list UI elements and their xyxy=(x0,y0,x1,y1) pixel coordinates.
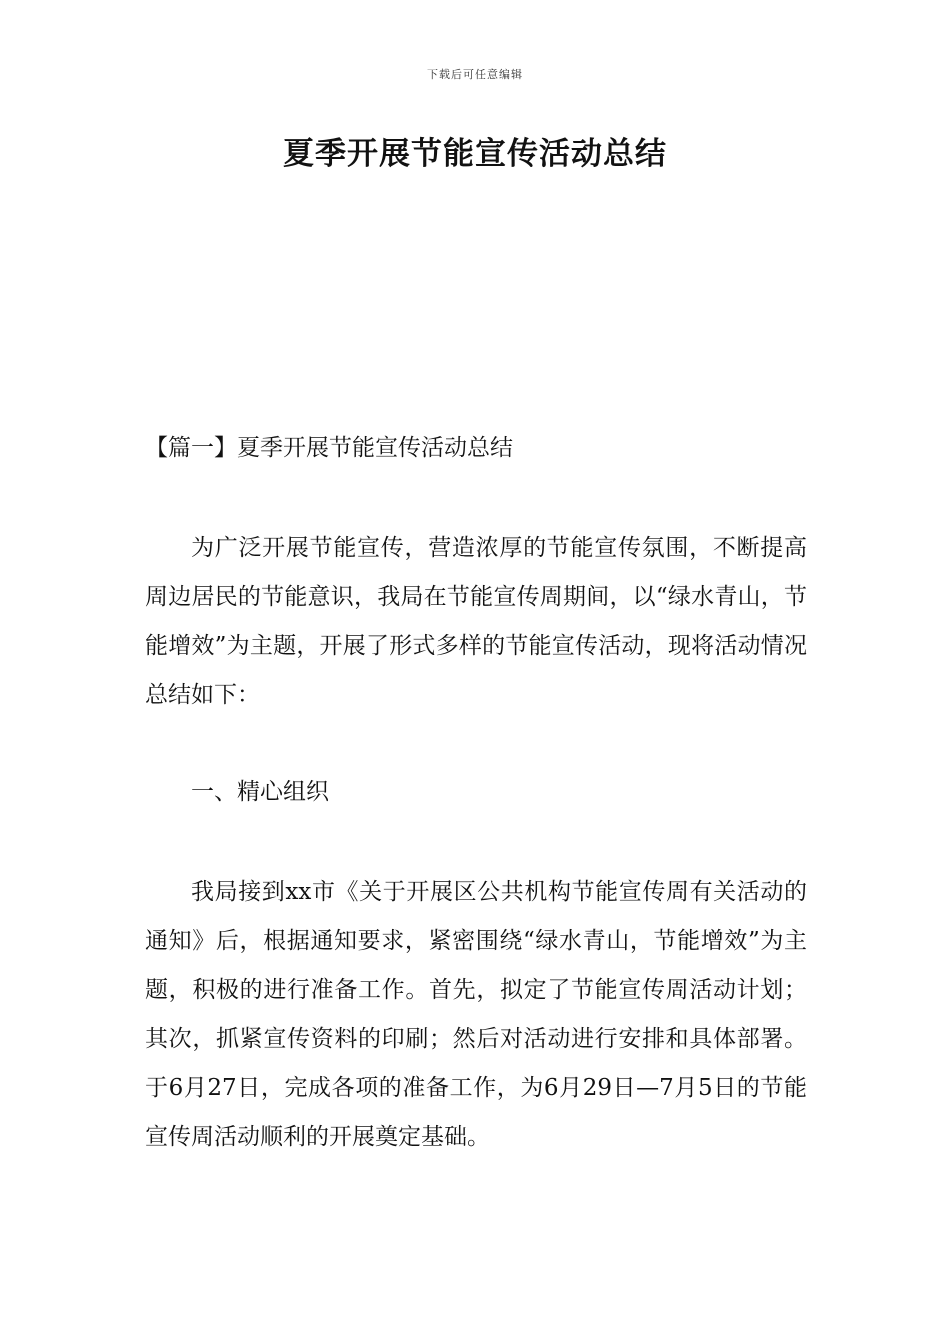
document-body xyxy=(145,424,807,1162)
document-title: 夏季开展节能宣传活动总结 xyxy=(283,136,667,172)
header-note: 下载后可任意编辑 xyxy=(427,68,523,81)
subheading-organize: 一、精心组织 xyxy=(191,779,329,805)
body-paragraph: 我局接到xx市《关于开展区公共机构节能宣传周有关活动的通知》后，根据通知要求，紧密围绕“绿水青山，节能增效”为主题，积极的进行准备工作。首先，拟定了节能宣传周活动计划；其次，抓紧宣传资料的印刷；然后对活动进行安排和具体部署。于6月27日，完成各项的准备工作，为6月29日—7月5日的节能宣传周活动顺利的开展奠定基础。 xyxy=(145,879,807,1150)
intro-paragraph: 为广泛开展节能宣传，营造浓厚的节能宣传氛围，不断提高周边居民的节能意识，我局在节能宣传周期间，以“绿水青山，节能增效”为主题，开展了形式多样的节能宣传活动，现将活动情况总结如下： xyxy=(145,535,807,708)
section-heading: 【篇一】夏季开展节能宣传活动总结 xyxy=(145,435,513,461)
